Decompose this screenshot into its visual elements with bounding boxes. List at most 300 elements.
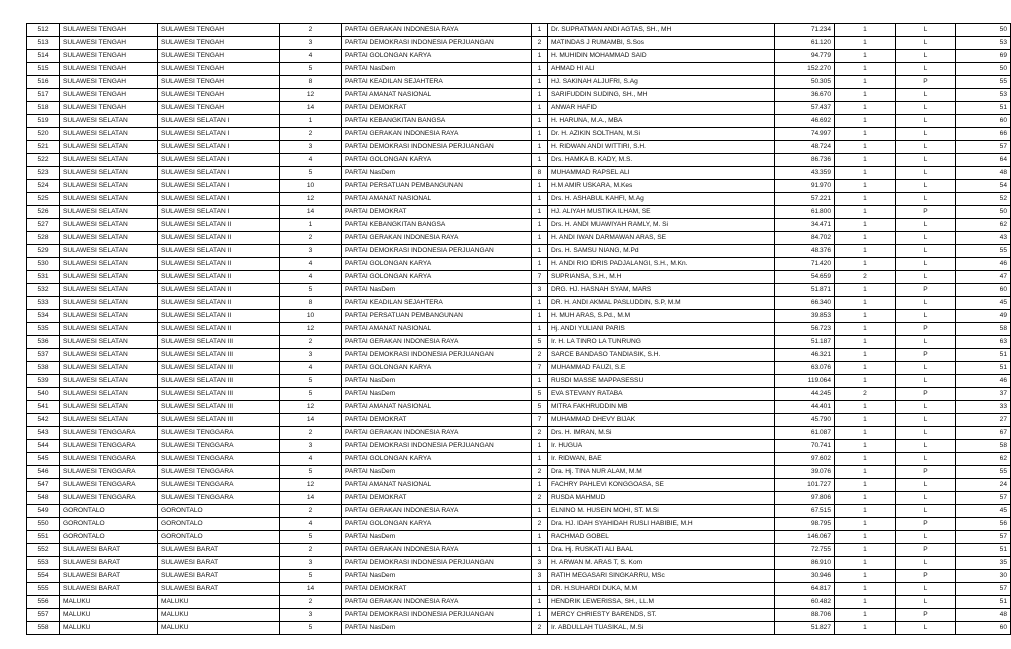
cell-vote-count: 67.515 — [775, 505, 835, 518]
cell-party-number: 5 — [280, 167, 342, 180]
cell-row-number: 545 — [27, 453, 60, 466]
cell-province: SULAWESI SELATAN — [60, 362, 158, 375]
cell-electoral-district: SULAWESI SELATAN I — [158, 180, 280, 193]
cell-candidate-number: 1 — [532, 609, 548, 622]
cell-row-number: 544 — [27, 440, 60, 453]
table-row — [27, 440, 1011, 453]
cell-rank: 2 — [835, 271, 896, 284]
cell-age: 51 — [956, 596, 1011, 609]
cell-province: MALUKU — [60, 622, 158, 635]
cell-vote-count: 71.420 — [775, 258, 835, 271]
cell-province: SULAWESI SELATAN — [60, 375, 158, 388]
cell-candidate-number: 2 — [532, 427, 548, 440]
cell-rank: 1 — [835, 219, 896, 232]
cell-age: 51 — [956, 349, 1011, 362]
table-row — [27, 310, 1011, 323]
cell-candidate-name: Ir. ABDULLAH TUASIKAL, M.Si — [548, 622, 775, 635]
cell-vote-count: 94.779 — [775, 50, 835, 63]
cell-candidate-name: DR. H. ANDI AKMAL PASLUDDIN, S.P, M.M — [548, 297, 775, 310]
table-row — [27, 570, 1011, 583]
cell-rank: 1 — [835, 180, 896, 193]
cell-vote-count: 54.659 — [775, 271, 835, 284]
cell-province: SULAWESI TENGGARA — [60, 479, 158, 492]
cell-candidate-number: 1 — [532, 375, 548, 388]
cell-rank: 1 — [835, 89, 896, 102]
cell-party-number: 8 — [280, 297, 342, 310]
cell-party-number: 12 — [280, 193, 342, 206]
table-row — [27, 375, 1011, 388]
cell-party-number: 3 — [280, 245, 342, 258]
cell-row-number: 530 — [27, 258, 60, 271]
table-row — [27, 24, 1011, 37]
cell-rank: 1 — [835, 479, 896, 492]
table-row — [27, 219, 1011, 232]
cell-province: SULAWESI TENGAH — [60, 89, 158, 102]
cell-candidate-name: FACHRY PAHLEVI KONGGOASA, SE — [548, 479, 775, 492]
cell-candidate-number: 1 — [532, 323, 548, 336]
cell-row-number: 515 — [27, 63, 60, 76]
cell-candidate-name: H. ANDI IWAN DARMAWAN ARAS, SE — [548, 232, 775, 245]
cell-candidate-name: HJ. SAKINAH ALJUFRI, S.Ag — [548, 76, 775, 89]
cell-candidate-number: 1 — [532, 297, 548, 310]
cell-party-number: 4 — [280, 362, 342, 375]
table-row — [27, 37, 1011, 50]
table-row — [27, 505, 1011, 518]
cell-candidate-name: Dr. SUPRATMAN ANDI AGTAS, SH., MH — [548, 24, 775, 37]
cell-party-name: PARTAI GERAKAN INDONESIA RAYA — [342, 336, 532, 349]
cell-row-number: 549 — [27, 505, 60, 518]
cell-electoral-district: SULAWESI TENGAH — [158, 37, 280, 50]
cell-candidate-name: DRG. HJ. HASNAH SYAM, MARS — [548, 284, 775, 297]
cell-province: SULAWESI SELATAN — [60, 128, 158, 141]
cell-vote-count: 45.790 — [775, 414, 835, 427]
cell-gender: L — [896, 622, 956, 635]
table-row — [27, 89, 1011, 102]
cell-province: SULAWESI SELATAN — [60, 258, 158, 271]
cell-vote-count: 51.187 — [775, 336, 835, 349]
cell-rank: 1 — [835, 115, 896, 128]
cell-party-name: PARTAI AMANAT NASIONAL — [342, 193, 532, 206]
cell-candidate-name: HENDRIK LEWERISSA, SH., LL.M — [548, 596, 775, 609]
cell-gender: L — [896, 336, 956, 349]
cell-rank: 1 — [835, 284, 896, 297]
cell-party-name: PARTAI DEMOKRASI INDONESIA PERJUANGAN — [342, 440, 532, 453]
cell-rank: 2 — [835, 388, 896, 401]
cell-rank: 1 — [835, 375, 896, 388]
cell-age: 51 — [956, 362, 1011, 375]
cell-vote-count: 152.270 — [775, 63, 835, 76]
cell-vote-count: 36.670 — [775, 89, 835, 102]
cell-province: SULAWESI SELATAN — [60, 323, 158, 336]
cell-vote-count: 97.602 — [775, 453, 835, 466]
cell-province: SULAWESI TENGGARA — [60, 427, 158, 440]
cell-province: SULAWESI SELATAN — [60, 232, 158, 245]
cell-candidate-name: Dra. Hj. RUSKATI ALI BAAL — [548, 544, 775, 557]
cell-vote-count: 86.910 — [775, 557, 835, 570]
cell-party-number: 3 — [280, 349, 342, 362]
cell-gender: L — [896, 401, 956, 414]
cell-party-number: 3 — [280, 609, 342, 622]
cell-gender: L — [896, 219, 956, 232]
cell-gender: L — [896, 453, 956, 466]
cell-party-number: 2 — [280, 544, 342, 557]
cell-candidate-name: Dra. Hj. TINA NUR ALAM, M.M — [548, 466, 775, 479]
cell-candidate-name: H. HARUNA, M.A., MBA — [548, 115, 775, 128]
cell-gender: P — [896, 206, 956, 219]
cell-candidate-number: 2 — [532, 37, 548, 50]
cell-electoral-district: SULAWESI TENGGARA — [158, 479, 280, 492]
cell-candidate-number: 2 — [532, 492, 548, 505]
cell-candidate-name: MUHAMMAD FAUZI, S.E — [548, 362, 775, 375]
cell-vote-count: 64.817 — [775, 583, 835, 596]
cell-row-number: 548 — [27, 492, 60, 505]
cell-party-name: PARTAI GERAKAN INDONESIA RAYA — [342, 24, 532, 37]
cell-province: SULAWESI TENGGARA — [60, 466, 158, 479]
cell-province: SULAWESI SELATAN — [60, 193, 158, 206]
cell-candidate-name: H. MUH ARAS, S.Pd., M.M — [548, 310, 775, 323]
cell-vote-count: 44.245 — [775, 388, 835, 401]
cell-age: 57 — [956, 141, 1011, 154]
cell-electoral-district: SULAWESI BARAT — [158, 583, 280, 596]
cell-age: 24 — [956, 479, 1011, 492]
cell-age: 37 — [956, 388, 1011, 401]
cell-age: 64 — [956, 154, 1011, 167]
cell-party-name: PARTAI NasDem — [342, 63, 532, 76]
cell-candidate-number: 1 — [532, 115, 548, 128]
table-row — [27, 50, 1011, 63]
cell-rank: 1 — [835, 349, 896, 362]
cell-province: SULAWESI SELATAN — [60, 115, 158, 128]
cell-province: SULAWESI SELATAN — [60, 219, 158, 232]
cell-age: 53 — [956, 89, 1011, 102]
cell-electoral-district: MALUKU — [158, 609, 280, 622]
cell-electoral-district: SULAWESI SELATAN III — [158, 362, 280, 375]
cell-party-name: PARTAI NasDem — [342, 375, 532, 388]
cell-gender: L — [896, 63, 956, 76]
cell-electoral-district: GORONTALO — [158, 518, 280, 531]
cell-candidate-number: 1 — [532, 154, 548, 167]
cell-age: 58 — [956, 323, 1011, 336]
cell-gender: L — [896, 141, 956, 154]
cell-gender: L — [896, 128, 956, 141]
cell-rank: 1 — [835, 167, 896, 180]
cell-row-number: 527 — [27, 219, 60, 232]
cell-candidate-number: 1 — [532, 193, 548, 206]
cell-candidate-name: Ir. RIDWAN, BAE — [548, 453, 775, 466]
cell-electoral-district: SULAWESI SELATAN III — [158, 401, 280, 414]
cell-party-number: 4 — [280, 518, 342, 531]
cell-age: 51 — [956, 102, 1011, 115]
cell-party-number: 2 — [280, 128, 342, 141]
cell-age: 56 — [956, 518, 1011, 531]
cell-electoral-district: SULAWESI SELATAN I — [158, 154, 280, 167]
cell-vote-count: 61.120 — [775, 37, 835, 50]
data-sheet — [26, 23, 1011, 635]
cell-gender: P — [896, 76, 956, 89]
cell-electoral-district: GORONTALO — [158, 505, 280, 518]
cell-candidate-number: 1 — [532, 440, 548, 453]
cell-gender: L — [896, 167, 956, 180]
cell-rank: 1 — [835, 622, 896, 635]
cell-province: GORONTALO — [60, 531, 158, 544]
cell-candidate-name: MERCY CHRIESTY BARENDS, ST. — [548, 609, 775, 622]
cell-party-number: 3 — [280, 557, 342, 570]
cell-electoral-district: SULAWESI TENGAH — [158, 24, 280, 37]
table-row — [27, 232, 1011, 245]
cell-party-name: PARTAI GOLONGAN KARYA — [342, 50, 532, 63]
cell-electoral-district: SULAWESI SELATAN III — [158, 336, 280, 349]
table-row — [27, 297, 1011, 310]
cell-row-number: 524 — [27, 180, 60, 193]
cell-party-name: PARTAI DEMOKRAT — [342, 583, 532, 596]
cell-age: 55 — [956, 76, 1011, 89]
cell-rank: 1 — [835, 323, 896, 336]
cell-candidate-name: RUSDA MAHMUD — [548, 492, 775, 505]
cell-rank: 1 — [835, 596, 896, 609]
cell-party-name: PARTAI GOLONGAN KARYA — [342, 362, 532, 375]
cell-rank: 1 — [835, 440, 896, 453]
cell-row-number: 547 — [27, 479, 60, 492]
cell-candidate-name: ANWAR HAFID — [548, 102, 775, 115]
cell-party-number: 4 — [280, 453, 342, 466]
cell-candidate-name: RACHMAD GOBEL — [548, 531, 775, 544]
cell-province: SULAWESI TENGAH — [60, 76, 158, 89]
cell-gender: P — [896, 609, 956, 622]
cell-row-number: 558 — [27, 622, 60, 635]
cell-province: SULAWESI SELATAN — [60, 388, 158, 401]
cell-candidate-name: Drs. H. IMRAN, M.Si — [548, 427, 775, 440]
cell-province: SULAWESI SELATAN — [60, 310, 158, 323]
table-row — [27, 323, 1011, 336]
cell-province: SULAWESI BARAT — [60, 544, 158, 557]
cell-party-name: PARTAI NasDem — [342, 284, 532, 297]
cell-rank: 1 — [835, 245, 896, 258]
cell-candidate-number: 3 — [532, 557, 548, 570]
cell-gender: L — [896, 258, 956, 271]
cell-candidate-number: 1 — [532, 89, 548, 102]
cell-age: 55 — [956, 245, 1011, 258]
cell-party-number: 2 — [280, 24, 342, 37]
cell-rank: 1 — [835, 154, 896, 167]
cell-party-name: PARTAI AMANAT NASIONAL — [342, 323, 532, 336]
cell-candidate-number: 2 — [532, 349, 548, 362]
cell-province: SULAWESI BARAT — [60, 570, 158, 583]
cell-age: 67 — [956, 427, 1011, 440]
cell-electoral-district: SULAWESI TENGAH — [158, 63, 280, 76]
cell-candidate-name: Drs. H. ASHABUL KAHFI, M.Ag — [548, 193, 775, 206]
cell-party-number: 3 — [280, 141, 342, 154]
cell-party-name: PARTAI GOLONGAN KARYA — [342, 154, 532, 167]
cell-row-number: 557 — [27, 609, 60, 622]
cell-province: MALUKU — [60, 609, 158, 622]
cell-gender: P — [896, 570, 956, 583]
cell-candidate-number: 3 — [532, 284, 548, 297]
cell-party-number: 2 — [280, 427, 342, 440]
cell-party-name: PARTAI GOLONGAN KARYA — [342, 258, 532, 271]
cell-party-name: PARTAI DEMOKRASI INDONESIA PERJUANGAN — [342, 557, 532, 570]
cell-province: SULAWESI TENGGARA — [60, 440, 158, 453]
cell-age: 48 — [956, 609, 1011, 622]
cell-electoral-district: SULAWESI TENGAH — [158, 89, 280, 102]
table-row — [27, 414, 1011, 427]
cell-candidate-number: 1 — [532, 531, 548, 544]
cell-electoral-district: SULAWESI TENGAH — [158, 76, 280, 89]
table-row — [27, 596, 1011, 609]
cell-party-name: PARTAI KEADILAN SEJAHTERA — [342, 297, 532, 310]
cell-gender: L — [896, 37, 956, 50]
cell-rank: 1 — [835, 310, 896, 323]
cell-vote-count: 63.076 — [775, 362, 835, 375]
cell-age: 45 — [956, 297, 1011, 310]
cell-rank: 1 — [835, 531, 896, 544]
cell-age: 50 — [956, 206, 1011, 219]
cell-age: 57 — [956, 492, 1011, 505]
cell-party-name: PARTAI DEMOKRASI INDONESIA PERJUANGAN — [342, 37, 532, 50]
cell-row-number: 522 — [27, 154, 60, 167]
cell-province: SULAWESI TENGAH — [60, 63, 158, 76]
cell-gender: P — [896, 388, 956, 401]
cell-age: 47 — [956, 271, 1011, 284]
cell-gender: P — [896, 544, 956, 557]
cell-electoral-district: MALUKU — [158, 596, 280, 609]
cell-electoral-district: SULAWESI SELATAN II — [158, 323, 280, 336]
cell-age: 69 — [956, 50, 1011, 63]
cell-party-number: 3 — [280, 37, 342, 50]
cell-party-name: PARTAI DEMOKRAT — [342, 206, 532, 219]
cell-candidate-number: 8 — [532, 167, 548, 180]
table-row — [27, 518, 1011, 531]
cell-gender: L — [896, 310, 956, 323]
cell-province: SULAWESI SELATAN — [60, 271, 158, 284]
cell-age: 50 — [956, 24, 1011, 37]
cell-vote-count: 97.806 — [775, 492, 835, 505]
cell-age: 62 — [956, 219, 1011, 232]
cell-party-name: PARTAI DEMOKRASI INDONESIA PERJUANGAN — [342, 141, 532, 154]
cell-candidate-number: 1 — [532, 76, 548, 89]
cell-candidate-number: 7 — [532, 414, 548, 427]
cell-age: 60 — [956, 622, 1011, 635]
cell-candidate-name: Drs. H. ANDI MUAWIYAH RAMLY, M. Si — [548, 219, 775, 232]
cell-age: 53 — [956, 37, 1011, 50]
cell-rank: 1 — [835, 518, 896, 531]
cell-vote-count: 66.340 — [775, 297, 835, 310]
cell-rank: 1 — [835, 609, 896, 622]
cell-gender: L — [896, 414, 956, 427]
cell-vote-count: 88.706 — [775, 609, 835, 622]
cell-rank: 1 — [835, 37, 896, 50]
cell-vote-count: 71.234 — [775, 24, 835, 37]
cell-party-name: PARTAI GERAKAN INDONESIA RAYA — [342, 232, 532, 245]
cell-age: 49 — [956, 310, 1011, 323]
cell-candidate-name: Ir. HUGUA — [548, 440, 775, 453]
cell-candidate-number: 7 — [532, 271, 548, 284]
cell-rank: 1 — [835, 50, 896, 63]
cell-province: SULAWESI TENGAH — [60, 102, 158, 115]
cell-electoral-district: SULAWESI SELATAN II — [158, 284, 280, 297]
cell-gender: L — [896, 440, 956, 453]
cell-row-number: 525 — [27, 193, 60, 206]
cell-vote-count: 51.871 — [775, 284, 835, 297]
cell-rank: 1 — [835, 63, 896, 76]
cell-rank: 1 — [835, 24, 896, 37]
cell-candidate-number: 2 — [532, 518, 548, 531]
cell-party-number: 1 — [280, 115, 342, 128]
cell-rank: 1 — [835, 141, 896, 154]
cell-candidate-name: EVA STEVANY RATABA — [548, 388, 775, 401]
cell-candidate-name: HJ. ALIYAH MUSTIKA ILHAM, SE — [548, 206, 775, 219]
cell-province: SULAWESI SELATAN — [60, 141, 158, 154]
cell-electoral-district: SULAWESI SELATAN I — [158, 167, 280, 180]
cell-vote-count: 98.795 — [775, 518, 835, 531]
table-row — [27, 479, 1011, 492]
table-row — [27, 453, 1011, 466]
cell-party-number: 8 — [280, 76, 342, 89]
cell-candidate-name: Dr. H. AZIKIN SOLTHAN, M.Si — [548, 128, 775, 141]
cell-candidate-name: MUHAMMAD DHEVY BIJAK — [548, 414, 775, 427]
cell-gender: P — [896, 284, 956, 297]
cell-gender: L — [896, 102, 956, 115]
cell-rank: 1 — [835, 193, 896, 206]
cell-electoral-district: SULAWESI TENGGARA — [158, 466, 280, 479]
table-row — [27, 115, 1011, 128]
cell-party-name: PARTAI GERAKAN INDONESIA RAYA — [342, 505, 532, 518]
cell-party-name: PARTAI AMANAT NASIONAL — [342, 401, 532, 414]
table-body — [27, 24, 1011, 635]
cell-province: SULAWESI TENGGARA — [60, 492, 158, 505]
cell-gender: L — [896, 154, 956, 167]
cell-rank: 1 — [835, 583, 896, 596]
cell-province: SULAWESI SELATAN — [60, 349, 158, 362]
cell-party-number: 2 — [280, 336, 342, 349]
cell-candidate-name: Drs. H. SAMSU NIANG, M.Pd — [548, 245, 775, 258]
cell-party-name: PARTAI PERSATUAN PEMBANGUNAN — [342, 180, 532, 193]
cell-electoral-district: SULAWESI SELATAN I — [158, 141, 280, 154]
cell-row-number: 539 — [27, 375, 60, 388]
cell-age: 27 — [956, 414, 1011, 427]
cell-party-number: 4 — [280, 258, 342, 271]
cell-gender: L — [896, 115, 956, 128]
cell-row-number: 513 — [27, 37, 60, 50]
cell-gender: L — [896, 362, 956, 375]
cell-province: SULAWESI BARAT — [60, 557, 158, 570]
table-row — [27, 284, 1011, 297]
cell-candidate-name: SUPRIANSA, S.H., M.H — [548, 271, 775, 284]
cell-province: SULAWESI SELATAN — [60, 154, 158, 167]
cell-gender: L — [896, 271, 956, 284]
cell-age: 51 — [956, 544, 1011, 557]
cell-electoral-district: SULAWESI SELATAN III — [158, 388, 280, 401]
cell-electoral-district: SULAWESI TENGAH — [158, 50, 280, 63]
cell-party-name: PARTAI DEMOKRAT — [342, 492, 532, 505]
cell-candidate-number: 1 — [532, 24, 548, 37]
cell-row-number: 514 — [27, 50, 60, 63]
cell-row-number: 519 — [27, 115, 60, 128]
table-row — [27, 427, 1011, 440]
cell-party-name: PARTAI NasDem — [342, 622, 532, 635]
cell-candidate-name: H. ANDI RIO IDRIS PADJALANGI, S.H., M.Kn. — [548, 258, 775, 271]
table-row — [27, 336, 1011, 349]
cell-electoral-district: SULAWESI TENGGARA — [158, 492, 280, 505]
cell-vote-count: 61.087 — [775, 427, 835, 440]
cell-vote-count: 56.723 — [775, 323, 835, 336]
table-row — [27, 492, 1011, 505]
cell-electoral-district: SULAWESI SELATAN III — [158, 414, 280, 427]
cell-party-number: 14 — [280, 583, 342, 596]
cell-candidate-number: 5 — [532, 388, 548, 401]
cell-candidate-name: RUSDI MASSE MAPPASESSU — [548, 375, 775, 388]
cell-vote-count: 146.067 — [775, 531, 835, 544]
cell-vote-count: 39.076 — [775, 466, 835, 479]
